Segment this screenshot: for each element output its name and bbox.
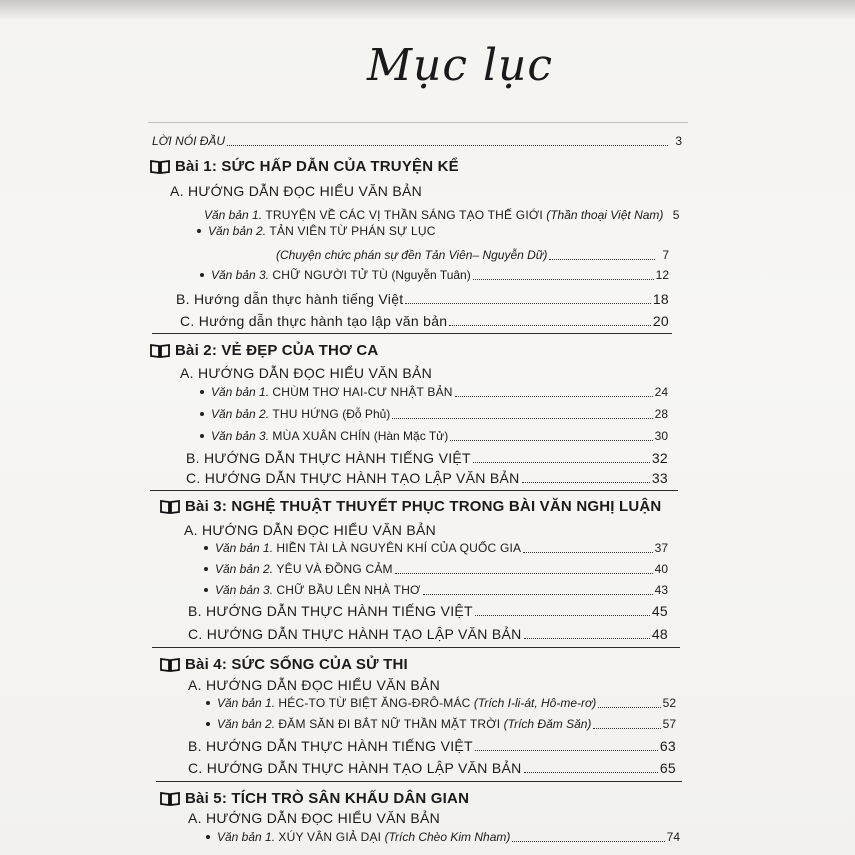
page-number: 63 <box>659 738 676 754</box>
bullet <box>206 722 210 726</box>
lesson-3-section-c[interactable] <box>188 625 668 643</box>
page-number: 20 <box>652 313 669 329</box>
lesson-1-text-2[interactable] <box>197 222 436 240</box>
bullet <box>204 546 208 550</box>
text-label: Văn bản 3. <box>211 429 270 443</box>
bullet <box>204 567 208 571</box>
dot-leader <box>522 482 650 483</box>
lesson-1-section-b[interactable] <box>176 290 669 308</box>
open-book-icon <box>160 657 180 672</box>
lesson-divider <box>152 647 680 648</box>
open-book-icon <box>160 791 180 806</box>
text-source: (Nguyễn Tuân) <box>391 268 471 282</box>
page-number: 57 <box>662 717 676 731</box>
text-title: MÙA XUÂN CHÍN <box>272 429 371 443</box>
section-a-text: A. HƯỚNG DẪN ĐỌC HIỂU VĂN BẢN <box>184 522 437 538</box>
text-title: TẢN VIÊN TỪ PHÁN SỰ LỤC <box>269 224 436 238</box>
dot-leader <box>473 279 654 280</box>
section-c-text: C. HƯỚNG DẪN THỰC HÀNH TẠO LẬP VĂN BẢN <box>186 470 520 486</box>
lesson-5-text-1[interactable] <box>206 828 680 846</box>
section-c-text: C. Hướng dẫn thực hành tạo lập văn bản <box>180 313 448 329</box>
page-number: 65 <box>659 760 676 776</box>
preface-row[interactable] <box>152 132 682 150</box>
dot-leader <box>455 396 653 397</box>
lesson-4-section-b[interactable] <box>188 737 676 755</box>
text-title: CHỮ NGƯỜI TỬ TÙ <box>272 268 388 282</box>
preface-label: LỜI NÓI ĐẦU <box>152 134 226 148</box>
page-number: 52 <box>662 696 676 710</box>
section-b-text: B. HƯỚNG DẪN THỰC HÀNH TIẾNG VIỆT <box>186 450 471 466</box>
lesson-4-section-a[interactable] <box>188 676 440 694</box>
page-number: 37 <box>654 541 668 555</box>
lesson-3-section-b[interactable] <box>188 602 668 620</box>
lesson-1-section-a[interactable] <box>170 182 422 200</box>
lesson-4-text-2[interactable] <box>206 715 676 733</box>
dot-leader <box>450 440 652 441</box>
open-book-icon <box>150 159 170 174</box>
lesson-2-text-3[interactable] <box>200 427 668 445</box>
lesson-2-section-c[interactable] <box>186 469 668 487</box>
text-label: Văn bản 3. <box>211 268 270 282</box>
dot-leader <box>475 615 650 616</box>
text-source: (Trích Đăm Săn) <box>503 717 592 731</box>
lesson-4-text-1[interactable] <box>206 694 676 712</box>
text-title: YÊU VÀ ĐỒNG CẢM <box>276 562 393 576</box>
ghost-divider <box>148 122 688 123</box>
page-number: 28 <box>654 407 668 421</box>
text-title: XÚY VÂN GIẢ DẠI <box>278 830 382 844</box>
text-source: (Chuyện chức phán sự đền Tản Viên– Nguyễn Dữ) <box>276 248 548 262</box>
dot-leader <box>512 841 664 842</box>
section-a-text: A. HƯỚNG DẪN ĐỌC HIỂU VĂN BẢN <box>188 677 441 693</box>
lesson-2-section-a[interactable] <box>180 364 432 382</box>
bullet <box>206 835 210 839</box>
dot-leader <box>475 750 658 751</box>
text-source: (Thần thoại Việt Nam) <box>546 208 664 222</box>
lesson-2-heading[interactable] <box>150 342 378 359</box>
lesson-title: Bài 1: SỨC HẤP DẪN CỦA TRUYỆN KỂ <box>175 158 459 175</box>
lesson-1-text-3[interactable] <box>200 266 669 284</box>
bullet <box>200 412 204 416</box>
lesson-divider <box>152 333 672 334</box>
section-a-text: A. HƯỚNG DẪN ĐỌC HIỂU VĂN BẢN <box>170 183 423 199</box>
page-number: 32 <box>651 450 668 466</box>
lesson-3-section-a[interactable] <box>184 521 436 539</box>
lesson-1-section-c[interactable] <box>180 312 669 330</box>
text-title: CHÙM THƠ HAI-CƯ NHẬT BẢN <box>272 385 453 399</box>
lesson-5-section-a[interactable] <box>188 809 440 827</box>
page-number: 33 <box>651 470 668 486</box>
lesson-5-heading[interactable] <box>160 790 469 807</box>
bullet <box>200 390 204 394</box>
dot-leader <box>423 594 653 595</box>
text-source: (Đỗ Phủ) <box>342 407 391 421</box>
page-number: 40 <box>654 562 668 576</box>
dot-leader <box>524 772 658 773</box>
bullet <box>197 229 201 233</box>
page-number: 24 <box>654 385 668 399</box>
page-number: 43 <box>654 583 668 597</box>
text-title: TRUYỆN VỀ CÁC VỊ THẦN SÁNG TẠO THẾ GIỚI <box>265 208 543 222</box>
dot-leader <box>227 145 668 146</box>
page-top-shadow <box>0 0 855 20</box>
page-number: 5 <box>672 208 680 222</box>
lesson-3-heading[interactable] <box>160 498 661 515</box>
text-label: Văn bản 1. <box>217 830 276 844</box>
text-title: THU HỨNG <box>272 407 339 421</box>
text-label: Văn bản 2. <box>211 407 270 421</box>
dot-leader <box>473 462 650 463</box>
text-title: HÉC-TO TỪ BIỆT ĂNG-ĐRÔ-MÁC <box>278 696 471 710</box>
page-title: Mục lục <box>366 40 554 91</box>
text-label: Văn bản 2. <box>217 717 276 731</box>
dot-leader <box>593 728 660 729</box>
dot-leader <box>449 325 650 326</box>
page-number: 30 <box>654 429 668 443</box>
page-number: 18 <box>652 291 669 307</box>
lesson-1-heading[interactable] <box>150 158 459 175</box>
text-label: Văn bản 1. <box>215 541 274 555</box>
lesson-title: Bài 5: TÍCH TRÒ SÂN KHẤU DÂN GIAN <box>185 790 470 807</box>
section-b-text: B. HƯỚNG DẪN THỰC HÀNH TIẾNG VIỆT <box>188 738 473 754</box>
page-number: 12 <box>655 268 669 282</box>
lesson-2-section-b[interactable] <box>186 449 668 467</box>
lesson-divider <box>150 490 678 491</box>
lesson-divider <box>156 781 682 782</box>
text-label: Văn bản 1. <box>217 696 276 710</box>
text-label: Văn bản 1. <box>211 385 270 399</box>
lesson-title: Bài 2: VẺ ĐẸP CỦA THƠ CA <box>175 342 379 359</box>
lesson-1-text-2-source[interactable] <box>276 246 669 264</box>
text-source: (Hàn Mặc Tử) <box>373 429 449 443</box>
page-number: 7 <box>662 248 669 262</box>
section-c-text: C. HƯỚNG DẪN THỰC HÀNH TẠO LẬP VĂN BẢN <box>188 760 522 776</box>
dot-leader <box>523 552 652 553</box>
bullet <box>200 273 204 277</box>
lesson-3-text-2[interactable] <box>204 560 668 578</box>
dot-leader <box>549 259 655 260</box>
lesson-3-text-1[interactable] <box>204 539 668 557</box>
lesson-title: Bài 4: SỨC SỐNG CỦA SỬ THI <box>185 656 408 673</box>
page-number: 48 <box>651 626 668 642</box>
dot-leader <box>405 303 650 304</box>
text-label: Văn bản 3. <box>215 583 274 597</box>
page-number: 74 <box>666 830 680 844</box>
lesson-4-heading[interactable] <box>160 656 408 673</box>
section-b-text: B. Hướng dẫn thực hành tiếng Việt <box>176 291 404 307</box>
open-book-icon <box>150 343 170 358</box>
lesson-3-text-3[interactable] <box>204 581 668 599</box>
text-source: (Trích I-li-át, Hô-me-rơ) <box>473 696 597 710</box>
section-a-text: A. HƯỚNG DẪN ĐỌC HIỂU VĂN BẢN <box>188 810 441 826</box>
lesson-2-text-2[interactable] <box>200 405 668 423</box>
dot-leader <box>395 573 653 574</box>
lesson-2-text-1[interactable] <box>200 383 668 401</box>
bullet <box>204 588 208 592</box>
lesson-title: Bài 3: NGHỆ THUẬT THUYẾT PHỤC TRONG BÀI VĂN NGHỊ LUẬN <box>185 498 662 515</box>
text-label: Văn bản 2. <box>208 224 267 238</box>
text-title: ĐĂM SĂN ĐI BẮT NỮ THẦN MẶT TRỜI <box>278 717 501 731</box>
dot-leader <box>524 638 650 639</box>
text-label: Văn bản 2. <box>215 562 274 576</box>
dot-leader <box>598 707 660 708</box>
section-a-text: A. HƯỚNG DẪN ĐỌC HIỂU VĂN BẢN <box>180 365 433 381</box>
text-title: HIỀN TÀI LÀ NGUYÊN KHÍ CỦA QUỐC GIA <box>276 541 522 555</box>
section-c-text: C. HƯỚNG DẪN THỰC HÀNH TẠO LẬP VĂN BẢN <box>188 626 522 642</box>
text-source: (Trích Chèo Kim Nham) <box>384 830 511 844</box>
bullet <box>206 701 210 705</box>
text-label: Văn bản 1. <box>204 208 263 222</box>
page-number: 3 <box>675 134 682 148</box>
open-book-icon <box>160 499 180 514</box>
lesson-4-section-c[interactable] <box>188 759 676 777</box>
bullet <box>200 434 204 438</box>
page-number: 45 <box>651 603 668 619</box>
section-b-text: B. HƯỚNG DẪN THỰC HÀNH TIẾNG VIỆT <box>188 603 473 619</box>
dot-leader <box>392 418 652 419</box>
text-title: CHỮ BẦU LÊN NHÀ THƠ <box>276 583 421 597</box>
